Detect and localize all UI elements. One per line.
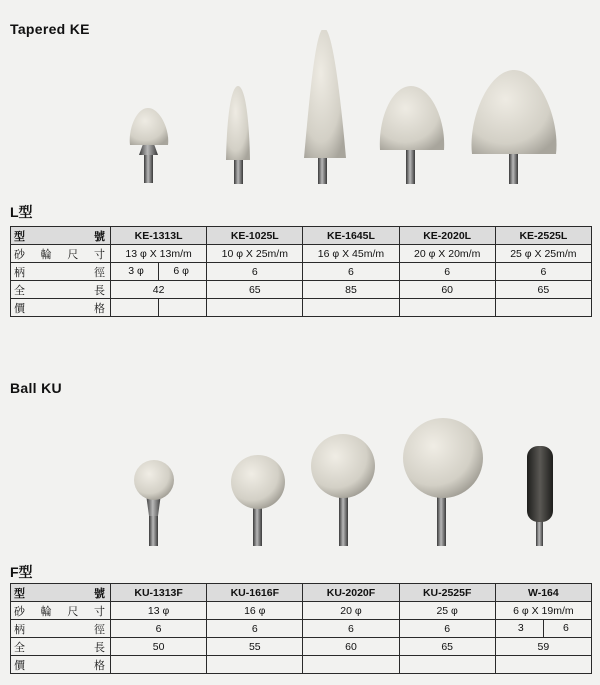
ke-length-cell: 85 [303, 281, 399, 299]
ke-length-cell: 42 [111, 281, 207, 299]
ke-model-cell: KE-2525L [495, 227, 591, 245]
ku-shank-cell: 6 [399, 620, 495, 638]
ke-spec-table [10, 226, 592, 317]
ke-shank-cell-split [111, 263, 207, 281]
ke-type-label: L型 [10, 204, 33, 220]
row-label-model: 型 號 [11, 584, 111, 602]
ku-2525f-tool [403, 418, 483, 546]
ke-tools-illustration [0, 30, 600, 190]
ke-length-cell: 65 [207, 281, 303, 299]
w-164-tool [527, 446, 553, 546]
ke-model-cell: KE-2020L [399, 227, 495, 245]
ku-tools-illustration [0, 410, 600, 550]
ke-shank-cell: 6 [303, 263, 399, 281]
row-label-model: 型 號 [11, 227, 111, 245]
ke-row-price [11, 299, 592, 317]
row-label-shank: 柄 徑 [11, 620, 111, 638]
ku-row-price [11, 656, 592, 674]
ku-row-shank [11, 620, 592, 638]
ku-row-model [11, 584, 592, 602]
ke-shank-b: 6 φ [158, 263, 203, 280]
ke-row-model [11, 227, 592, 245]
ku-shank-a: 3 [517, 622, 524, 634]
ke-model-cell: KE-1313L [111, 227, 207, 245]
ke-price-cell-split [111, 299, 207, 317]
ke-price-cell [303, 299, 399, 317]
ku-shank-cell: 6 [207, 620, 303, 638]
ku-size-cell: 16 φ [207, 602, 303, 620]
ke-price-cell [207, 299, 303, 317]
ke-model-cell: KE-1025L [207, 227, 303, 245]
ku-row-length [11, 638, 592, 656]
ke-row-length [11, 281, 592, 299]
ku-size-cell: 25 φ [399, 602, 495, 620]
row-label-length: 全 長 [11, 281, 111, 299]
ku-1616f-tool [231, 455, 285, 546]
ku-length-cell: 50 [111, 638, 207, 656]
ke-1313l-tool [130, 108, 169, 183]
ke-price-b [158, 299, 203, 316]
ke-length-cell: 60 [399, 281, 495, 299]
row-label-size: 砂 輪 尺 寸 [11, 245, 111, 263]
ke-shank-a: 3 φ [128, 265, 144, 277]
ku-size-cell: 20 φ [303, 602, 399, 620]
row-label-shank: 柄 徑 [11, 263, 111, 281]
ke-shank-cell: 6 [207, 263, 303, 281]
ku-size-cell: 6 φ X 19m/m [495, 602, 591, 620]
row-label-length: 全 長 [11, 638, 111, 656]
ke-size-cell: 20 φ X 20m/m [399, 245, 495, 263]
ke-2020l-tool [380, 86, 444, 184]
section-title-tapered-ke: Tapered KE [10, 21, 90, 37]
ke-size-cell: 25 φ X 25m/m [495, 245, 591, 263]
ku-length-cell: 60 [303, 638, 399, 656]
ke-model-cell: KE-1645L [303, 227, 399, 245]
ku-price-cell [303, 656, 399, 674]
ke-row-shank [11, 263, 592, 281]
ku-model-cell: KU-1616F [207, 584, 303, 602]
ke-length-cell: 65 [495, 281, 591, 299]
ke-2525l-tool [471, 70, 556, 184]
ku-size-cell: 13 φ [111, 602, 207, 620]
ke-price-cell [495, 299, 591, 317]
row-label-size: 砂 輪 尺 寸 [11, 602, 111, 620]
ke-price-a [114, 299, 158, 316]
ke-product-photos [0, 30, 600, 190]
ku-shank-b: 6 [543, 620, 588, 637]
section-title-ball-ku: Ball KU [10, 380, 62, 396]
row-label-price: 價 格 [11, 299, 111, 317]
ku-length-cell: 59 [495, 638, 591, 656]
ke-shank-cell: 6 [495, 263, 591, 281]
ke-row-size [11, 245, 592, 263]
ku-row-size [11, 602, 592, 620]
ku-spec-table [10, 583, 592, 674]
ku-model-cell: W-164 [495, 584, 591, 602]
ku-price-cell [399, 656, 495, 674]
ku-length-cell: 55 [207, 638, 303, 656]
ke-size-cell: 13 φ X 13m/m [111, 245, 207, 263]
ku-length-cell: 65 [399, 638, 495, 656]
ke-price-cell [399, 299, 495, 317]
ke-size-cell: 10 φ X 25m/m [207, 245, 303, 263]
ke-1645l-tool [304, 30, 346, 184]
ku-type-label: F型 [10, 564, 33, 580]
ku-shank-cell: 6 [303, 620, 399, 638]
ku-1313f-tool [134, 460, 174, 546]
ku-model-cell: KU-2525F [399, 584, 495, 602]
ku-price-cell [207, 656, 303, 674]
ku-shank-cell-split [495, 620, 591, 638]
ku-shank-cell: 6 [111, 620, 207, 638]
ku-model-cell: KU-1313F [111, 584, 207, 602]
ku-2020f-tool [311, 434, 375, 546]
ke-shank-cell: 6 [399, 263, 495, 281]
ku-price-cell [495, 656, 591, 674]
ku-price-cell [111, 656, 207, 674]
ke-size-cell: 16 φ X 45m/m [303, 245, 399, 263]
ke-1025l-tool [226, 86, 250, 184]
row-label-price: 價 格 [11, 656, 111, 674]
ku-product-photos [0, 410, 600, 550]
ku-model-cell: KU-2020F [303, 584, 399, 602]
